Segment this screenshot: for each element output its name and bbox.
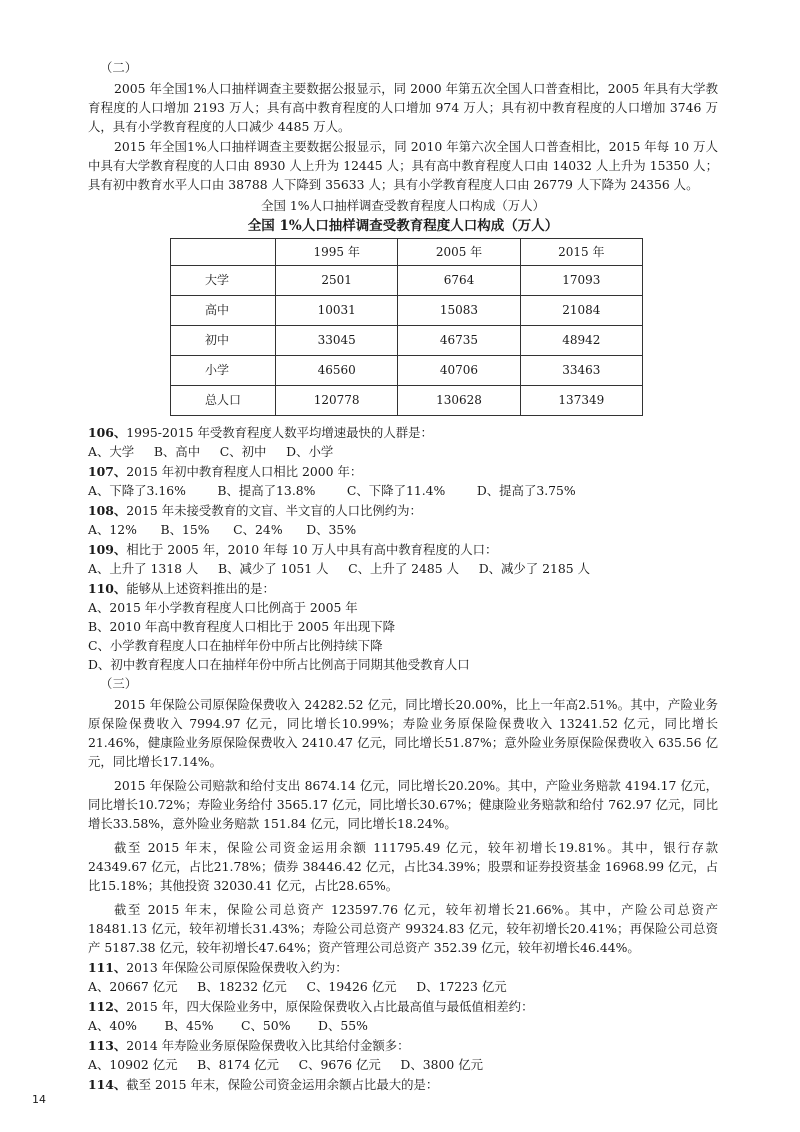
section-3-label: （三） (100, 676, 138, 691)
question-text: 能够从上述资料推出的是： (126, 581, 275, 596)
section-3-paragraph-2: 2015 年保险公司赔款和给付支出 8674.14 亿元，同比增长20.20%。其中，产险业务赔款 4194.17 亿元，同比增长10.72%；寿险业务给付 3565.17 亿元，同比增长30.67%；健康险业务赔款和给付 762.97 亿元，同比增长33.58%，意外险业务赔款 151.84 亿元，同比增长18.24%。 (88, 778, 718, 831)
question-number: 106、 (88, 425, 127, 440)
question-option: C、小学教育程度人口在抽样年份中所占比例持续下降 (88, 638, 383, 653)
question-114 (88, 1075, 718, 1094)
table-cell: 130628 (398, 386, 520, 416)
section-2-label: （二） (100, 60, 138, 75)
question-options: A、上升了 1318 人 B、减少了 1051 人 C、上升了 2485 人 D、减少了 2185 人 (88, 561, 591, 576)
row-label: 总人口 (171, 386, 276, 416)
question-text: 1995-2015 年受教育程度人数平均增速最快的人群是： (126, 425, 433, 440)
row-label: 大学 (171, 266, 276, 296)
question-number: 111、 (88, 960, 127, 975)
education-table (170, 238, 643, 416)
question-option: B、2010 年高中教育程度人口相比于 2005 年出现下降 (88, 619, 396, 634)
question-options: A、12% B、15% C、24% D、35% (88, 522, 357, 537)
table-row (171, 296, 643, 326)
question-112 (88, 997, 718, 1035)
section-3-paragraph-4: 截至 2015 年末，保险公司总资产 123597.76 亿元，较年初增长21.66%。其中，产险公司总资产 18481.13 亿元，较年初增长31.43%；寿险公司总资产 99324.83 亿元，较年初增长20.41%；再保险公司总资产 5187.38 亿元，较年初增长47.64%；资产管理公司总资产 352.39 亿元，较年初增长46.44%。 (88, 902, 718, 955)
question-text: 2015 年未接受教育的文盲、半文盲的人口比例约为： (126, 503, 422, 518)
question-options: A、40% B、45% C、50% D、55% (88, 1018, 368, 1033)
question-text: 相比于 2005 年，2010 年每 10 万人中具有高中教育程度的人口： (126, 542, 498, 557)
question-110 (88, 579, 718, 674)
question-108 (88, 501, 718, 539)
table-cell: 15083 (398, 296, 520, 326)
table-cell: 48942 (520, 326, 642, 356)
question-107 (88, 462, 718, 500)
question-option: D、初中教育程度人口在抽样年份中所占比例高于同期其他受教育人口 (88, 657, 470, 672)
question-options: A、20667 亿元 B、18232 亿元 C、19426 亿元 D、17223 亿元 (88, 979, 507, 994)
table-row (171, 356, 643, 386)
question-number: 109、 (88, 542, 127, 557)
table-cell: 21084 (520, 296, 642, 326)
table-header-cell: 2005 年 (398, 239, 520, 266)
table-row (171, 266, 643, 296)
question-text: 截至 2015 年末，保险公司资金运用余额占比最大的是： (126, 1077, 439, 1092)
question-113 (88, 1036, 718, 1074)
question-options: A、10902 亿元 B、8174 亿元 C、9676 亿元 D、3800 亿元 (88, 1057, 484, 1072)
question-number: 114、 (88, 1077, 127, 1092)
row-label: 高中 (171, 296, 276, 326)
section-3-paragraph-3: 截至 2015 年末，保险公司资金运用余额 111795.49 亿元，较年初增长19.81%。其中，银行存款 24349.67 亿元，占比21.78%；债券 38446.42 亿元，占比34.39%；股票和证券投资基金 16968.99 亿元，占比15.18%；其他投资 32030.41 亿元，占比28.65%。 (88, 840, 718, 893)
table-row (171, 386, 643, 416)
table-cell: 46735 (398, 326, 520, 356)
question-number: 112、 (88, 999, 127, 1014)
table-caption: 全国 1%人口抽样调查受教育程度人口构成（万人） (261, 198, 545, 213)
table-cell: 46560 (276, 356, 398, 386)
table-cell: 33045 (276, 326, 398, 356)
table-header-cell (171, 239, 276, 266)
table-cell: 17093 (520, 266, 642, 296)
page-content (88, 58, 718, 1094)
question-options: A、大学 B、高中 C、初中 D、小学 (88, 444, 334, 459)
section-3-paragraph-1: 2015 年保险公司原保险保费收入 24282.52 亿元，同比增长20.00%，比上一年高2.51%。其中，产险业务原保险保费收入 7994.97 亿元，同比增长10.99%；寿险业务原保险保费收入 13241.52 亿元，同比增长21.46%，健康险业务原保险保费收入 2410.47 亿元，同比增长51.87%；意外险业务原保险保费收入 635.56 亿元，同比增长17.14%。 (88, 697, 718, 769)
section-2-paragraph-1: 2005 年全国1%人口抽样调查主要数据公报显示，同 2000 年第五次全国人口普查相比，2005 年具有大学教育程度的人口增加 2193 万人；具有高中教育程度的人口增加 974 万人；具有初中教育程度的人口增加 3746 万人，具有小学教育程度的人口减少 4485 万人。 (88, 81, 718, 134)
row-label: 小学 (171, 356, 276, 386)
table-header-cell: 1995 年 (276, 239, 398, 266)
table-row (171, 326, 643, 356)
question-option: A、2015 年小学教育程度人口比例高于 2005 年 (88, 600, 358, 615)
table-cell: 120778 (276, 386, 398, 416)
table-cell: 137349 (520, 386, 642, 416)
question-109 (88, 540, 718, 578)
table-cell: 6764 (398, 266, 520, 296)
question-111 (88, 958, 718, 996)
question-number: 107、 (88, 464, 127, 479)
page-number: 14 (32, 1093, 46, 1106)
question-text: 2015 年初中教育程度人口相比 2000 年： (126, 464, 363, 479)
table-cell: 2501 (276, 266, 398, 296)
table-cell: 33463 (520, 356, 642, 386)
question-text: 2013 年保险公司原保险保费收入约为： (126, 960, 348, 975)
question-106 (88, 423, 718, 461)
table-header-row (171, 239, 643, 266)
table-cell: 40706 (398, 356, 520, 386)
question-text: 2014 年寿险业务原保险保费收入比其给付金额多： (126, 1038, 410, 1053)
question-number: 108、 (88, 503, 127, 518)
table-header-cell: 2015 年 (520, 239, 642, 266)
question-options: A、下降了3.16% B、提高了13.8% C、下降了11.4% D、提高了3.75% (88, 483, 576, 498)
section-2-paragraph-2: 2015 年全国1%人口抽样调查主要数据公报显示，同 2010 年第六次全国人口普查相比，2015 年每 10 万人中具有大学教育程度的人口由 8930 人上升为 12445 人；具有高中教育程度人口由 14032 人上升为 15350 人；具有初中教育水平人口由 38788 人下降到 35633 人；具有小学教育程度人口由 26779 人下降为 24356 人。 (88, 139, 718, 192)
question-text: 2015 年，四大保险业务中，原保险保费收入占比最高值与最低值相差约： (126, 999, 534, 1014)
table-title: 全国 1%人口抽样调查受教育程度人口构成（万人） (247, 218, 559, 234)
question-number: 110、 (88, 581, 127, 596)
table-cell: 10031 (276, 296, 398, 326)
question-number: 113、 (88, 1038, 127, 1053)
row-label: 初中 (171, 326, 276, 356)
